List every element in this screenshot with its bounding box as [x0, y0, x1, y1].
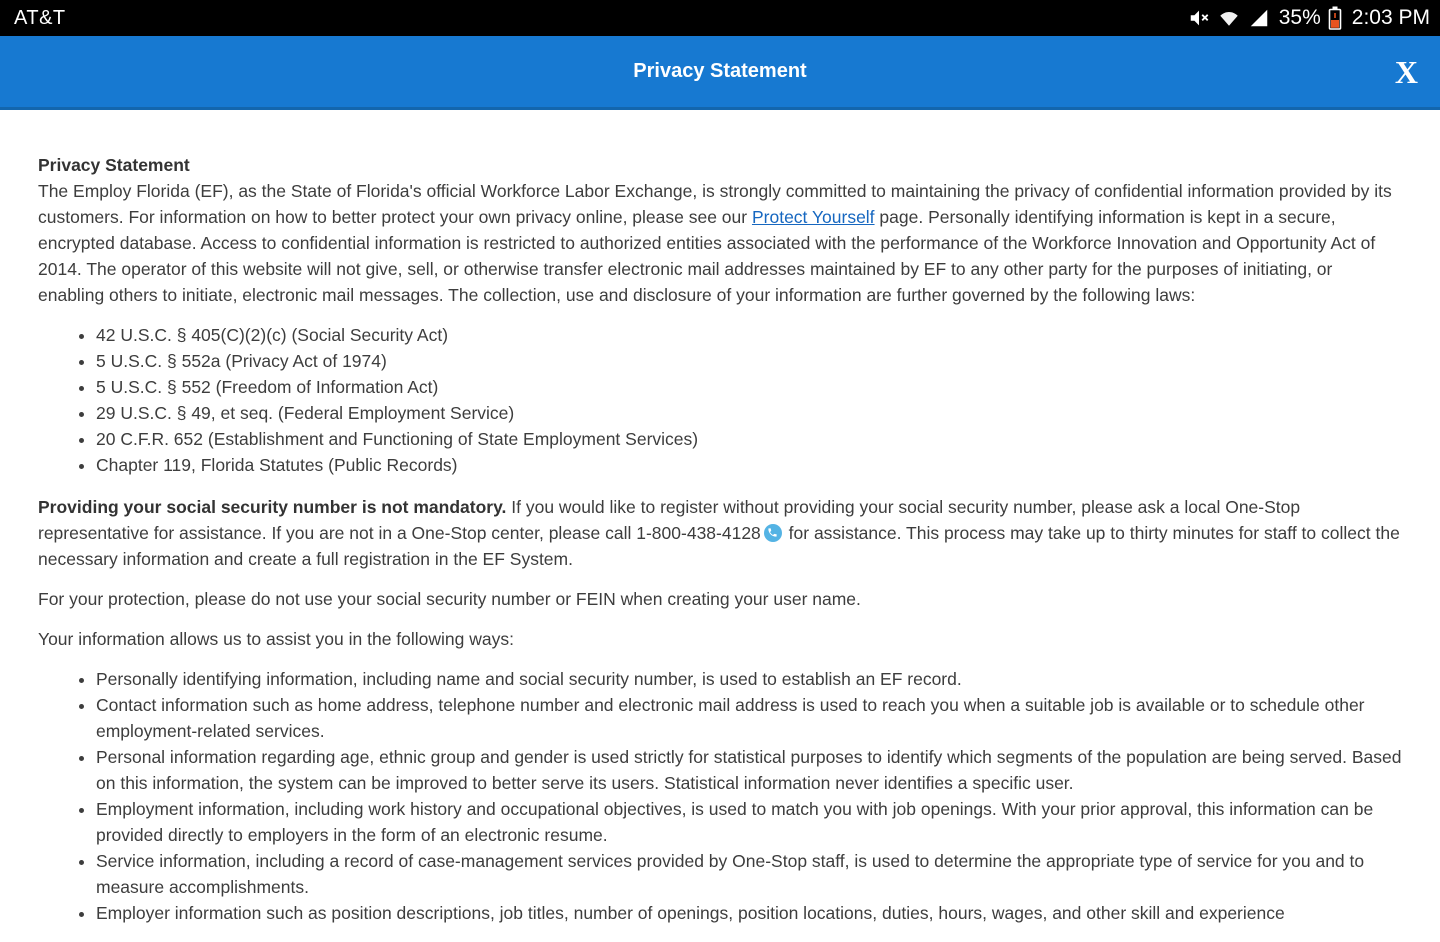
app-header [0, 36, 1440, 110]
law-item: • 5 U.S.C. § 552a (Privacy Act of 1974) [96, 348, 1402, 374]
ssn-paragraph [38, 494, 1402, 572]
wifi-icon [1217, 7, 1241, 29]
status-icons [1188, 6, 1430, 30]
law-item: • 5 U.S.C. § 552 (Freedom of Information Act) [96, 374, 1402, 400]
carrier-label: AT&T [14, 6, 66, 29]
ways-intro: Your information allows us to assist you in the following ways: [38, 629, 514, 649]
battery-percent-label: 35% [1278, 6, 1321, 29]
way-item: • Employment information, including work history and occupational objectives, is used to match you with job openings. With your prior approval, this information can be provided directly to employers in the form of an electronic resume. [96, 796, 1402, 848]
status-bar [0, 0, 1440, 36]
close-button[interactable]: X [1394, 53, 1418, 90]
way-item: • Employer information such as position descriptions, job titles, number of openings, position locations, duties, hours, wages, and other skill and experience [96, 900, 1402, 926]
intro-paragraph [38, 178, 1402, 308]
phone-number: 1-800-438-4128 [636, 523, 761, 543]
way-item: • Service information, including a record of case-management services provided by One-Stop staff, is used to determine the appropriate type of service for you and to measure accomplishments. [96, 848, 1402, 900]
way-item: • Personal information regarding age, ethnic group and gender is used strictly for statistical purposes to identify which segments of the population are being served. Based on this information, the system can be improved to better serve its users. Statistical information never identifies a specific user. [96, 744, 1402, 796]
phone-call-icon[interactable] [764, 524, 782, 542]
protect-yourself-link[interactable]: Protect Yourself [751, 207, 875, 227]
law-item: • 42 U.S.C. § 405(C)(2)(c) (Social Security Act) [96, 322, 1402, 348]
battery-icon [1328, 6, 1342, 30]
page-title: Privacy Statement [633, 60, 807, 82]
clock: 2:03 PM [1351, 6, 1430, 29]
intro-text-before: The Employ Florida (EF), as the State of Florida's official Workforce Labor Exchange, is strongly committed to maintaining the privacy of confidential information provided by its customers. For information on how to better protect your own privacy online, please see our [38, 181, 1392, 227]
laws-list [38, 322, 1402, 478]
way-item: • Contact information such as home address, telephone number and electronic mail address is used to reach you when a suitable job is available or to schedule other employment-related services. [96, 692, 1402, 744]
law-item: • 29 U.S.C. § 49, et seq. (Federal Employment Service) [96, 400, 1402, 426]
way-item: • Personally identifying information, including name and social security number, is used to establish an EF record. [96, 666, 1402, 692]
intro-text-after: page. Personally identifying information is kept in a secure, encrypted database. Access to confidential information is restricted to authorized entities associated with the performance of the Workforce Innovation and Opportunity Act of 2014. The operator of this website will not give, sell, or otherwise transfer electronic mail addresses maintained by EF to any other party for the purposes of initiating, or enabling others to initiate, electronic mail messages. The collection, use and disclosure of your information are further governed by the following laws: [38, 207, 1376, 305]
ways-list [38, 666, 1402, 926]
ssn-text: If you would like to register without providing your social security number, please ask a local One-Stop representative for assistance. If you are not in a One-Stop center, please call [38, 497, 1301, 543]
ssn-text-after: for assistance. This process may take up to thirty minutes for staff to collect the necessary information and create a full registration in the EF System. [38, 523, 1400, 569]
content-heading: Privacy Statement [38, 155, 190, 175]
ssn-bold-lead: Providing your social security number is not mandatory. [38, 497, 507, 517]
law-item: • 20 C.F.R. 652 (Establishment and Functioning of State Employment Services) [96, 426, 1402, 452]
privacy-content[interactable] [0, 110, 1440, 942]
mute-icon [1188, 7, 1210, 29]
protection-note: For your protection, please do not use your social security number or FEIN when creating your user name. [38, 589, 861, 609]
signal-icon [1248, 7, 1270, 29]
law-item: • Chapter 119, Florida Statutes (Public Records) [96, 452, 1402, 478]
